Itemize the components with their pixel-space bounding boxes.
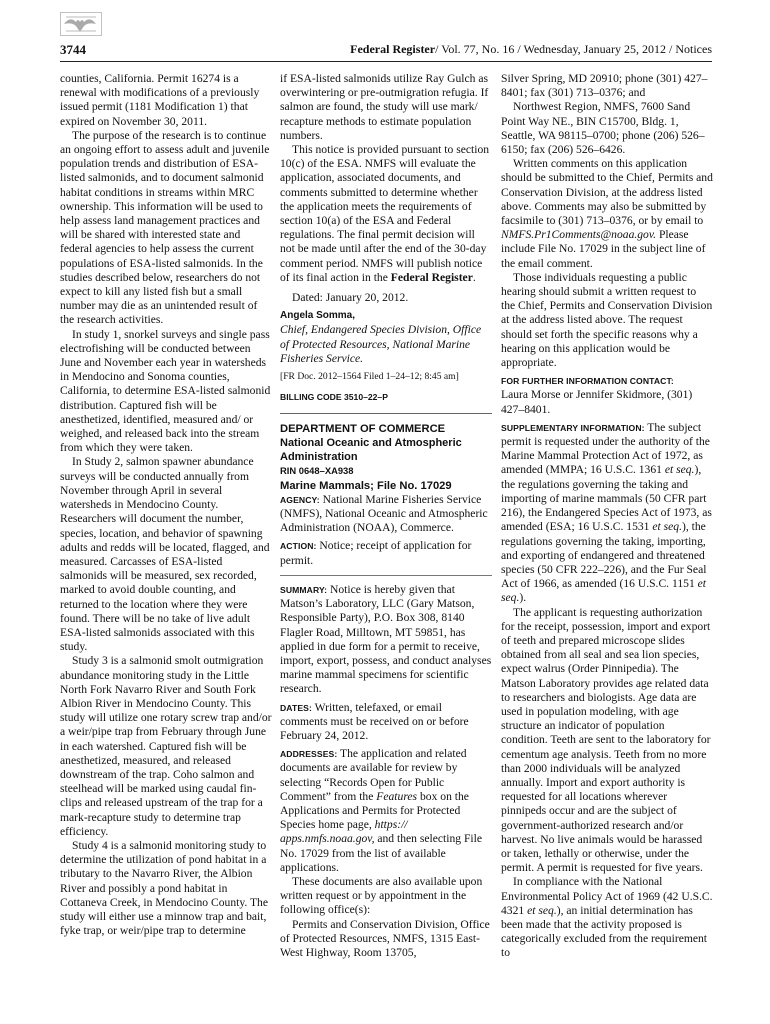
column-1: [60, 72, 272, 938]
rin-number: RIN 0648–XA938: [280, 465, 354, 477]
contact-label: FOR FURTHER INFORMATION CONTACT:: [501, 376, 674, 387]
paragraph: if ESA-listed salmonids utilize Ray Gulch as overwintering or pre-outmigration refugia. If salmon are found, the study will use mark/ recapture methods to estimate population numbers.: [280, 72, 489, 142]
federal-register-ref: Federal Register: [390, 270, 473, 284]
paragraph: In compliance with the National Environmental Policy Act of 1969 (42 U.S.C. 4321 et seq.), an initial determination has been made that the activity proposed is categorically excluded from the requirement to: [501, 875, 713, 960]
addresses-field: ADDRESSES: The application and related documents are available for review by selecting “Records Open for Public Comment” from the Features box on the Applications and Permits for Protected Species home page, https:// apps.nmfs.noaa.gov, and then selecting File No. 17029 from the list of available applications.: [280, 747, 483, 874]
column-3: [501, 72, 713, 961]
summary-label: SUMMARY:: [280, 584, 328, 595]
paragraph: Study 4 is a salmonid monitoring study to determine the utilization of pond habitat in a tributary to the Navarro River, the Albion River and possibly a pond habitat in Cottaneva Creek, in Mendocino County. The study will either use a minnow trap and bait, fyke trap, or weir/pipe trap to determine: [60, 838, 269, 938]
dates-field: DATES: Written, telefaxed, or email comments must be received on or before February 24, 2012.: [280, 700, 469, 742]
paragraph: Study 3 is a salmonid smolt outmigration abundance monitoring study in the Little North Fork Navarro River and South Fork Albion River in Mendocino County. This study will utilize one rotary screw trap and/or a weir/pipe trap from February through June in each watershed. Captured fish will be anesthetized, measured, and released downstream of the trap. Coho salmon and steelhead will be marked using caudal fin-clips and released upstream of the trap for a mark-recapture study to determine trap efficiency.: [60, 654, 272, 838]
supplementary-field: SUPPLEMENTARY INFORMATION: The subject permit is requested under the authority of the Marine Mammal Protection Act of 1972, as amended (MMPA; 16 U.S.C. 1361 et seq.), the regulations governing the taking and importing of marine mammals (50 CFR part 216), the Endangered Species Act of 1973, as amended (ESA; 16 U.S.C. 1531 et seq.), the regulations governing the taking, importing, and exporting of endangered and threatened species (50 CFR 222–226), and the Fur Seal Act of 1966, as amended (16 U.S.C. 1151 et seq.).: [501, 420, 712, 605]
paragraph: counties, California. Permit 16274 is a renewal with modifications of a previously issued permit (1181 Modification 1) that expired on November 30, 2011.: [60, 72, 260, 128]
contact-text: Laura Morse or Jennifer Skidmore, (301) 427–8401.: [501, 388, 693, 416]
issue-info: / Vol. 77, No. 16 / Wednesday, January 25, 2012 / Notices: [435, 42, 712, 56]
column-2: [280, 72, 492, 960]
billing-code: BILLING CODE 3510–22–P: [280, 392, 388, 403]
document-title: Marine Mammals; File No. 17029: [280, 479, 452, 492]
paragraph: Written comments on this application should be submitted to the Chief, Permits and Conservation Division, at the address listed above. Comments may also be submitted by facsimile to (301) 713–0376, or by email to NMFS.Pr1Comments@noaa.gov. Please include File No. 17029 in the subject line of the email comment.: [501, 157, 713, 270]
signer-title: Chief, Endangered Species Division, Office of Protected Resources, National Marine Fisheries Service.: [280, 323, 482, 365]
paragraph: Permits and Conservation Division, Office of Protected Resources, NMFS, 1315 East-West Highway, Room 13705,: [280, 917, 490, 959]
journal-name: Federal Register: [350, 42, 436, 56]
paragraph: In study 1, snorkel surveys and single pass electrofishing will be conducted between June and November each year in watersheds in Mendocino and Sonoma counties, California, to determine ESA-listed salmonid distribution. Captured fish will be anesthetized, identified, measured and/ or weighed, and released back into the stream from which they were taken.: [60, 327, 271, 455]
paragraph: These documents are also available upon written request or by appointment in the following office(s):: [280, 874, 483, 917]
agency-label: AGENCY:: [280, 494, 320, 505]
field-divider: [280, 575, 492, 576]
department-heading: DEPARTMENT OF COMMERCE: [280, 423, 446, 436]
section-divider: [280, 413, 492, 414]
paragraph: In Study 2, salmon spawner abundance surveys will be conducted annually from November through April in several watersheds in Mendocino County. Researchers will document the number, species, location, and behavior of spawning adults and redds will be located, flagged, and measured. Carcasses of ESA-listed salmonids will be measured, sex recorded, marked to avoid double counting, and returned to the location where they were found. There will be no take of live adult ESA-listed salmonids associated with this study.: [60, 455, 270, 654]
summary-field: SUMMARY: Notice is hereby given that Matson’s Laboratory, LLC (Gary Matson, Responsible Party), P.O. Box 308, 8140 Flagler Road, Milltown, MT 59851, has applied in due form for a permit to receive, import, export, possess, and conduct analyses marine mammal specimens for scientific research.: [280, 582, 492, 696]
page-header: [60, 42, 712, 60]
gpo-eagle-seal-icon: [60, 12, 102, 36]
agency-field: AGENCY: National Marine Fisheries Service (NMFS), National Oceanic and Atmospheric Administration (NOAA), Commerce.: [280, 492, 488, 535]
email-address: NMFS.Pr1Comments@noaa.gov.: [501, 228, 657, 242]
paragraph: Northwest Region, NMFS, 7600 Sand Point Way NE., BIN C15700, Bldg. 1, Seattle, WA 98115–0700; phone (206) 526–6150; fax (206) 526–6426.: [501, 100, 705, 157]
supplementary-label: SUPPLEMENTARY INFORMATION:: [501, 422, 645, 433]
fr-doc-line: [FR Doc. 2012–1564 Filed 1–24–12; 8:45 am]: [280, 371, 459, 383]
signature-date: Dated: January 20, 2012.: [292, 291, 409, 305]
header-rule: [60, 61, 712, 62]
web-address: https:// apps.nmfs.noaa.gov,: [280, 818, 408, 846]
subagency-heading: National Oceanic and Atmospheric Administration: [280, 437, 462, 464]
addresses-label: ADDRESSES:: [280, 749, 338, 760]
action-label: ACTION:: [280, 541, 317, 552]
paragraph: The purpose of the research is to continue an ongoing effort to assess adult and juvenile population trends and distribution of ESA-listed salmonids, and to document salmonid habitat conditions in streams within MRC ownership. This information will be used to help assess land management practices and will be shared with interested state and federal agencies to help assess the current populations of ESA-listed salmonids. In the studies described below, researchers do not expect to kill any listed fish but a small number may die as an unintended result of the research activities.: [60, 128, 270, 327]
page-number: 3744: [60, 42, 86, 57]
paragraph: The applicant is requesting authorization for the receipt, possession, import and export of teeth and prepared microscope slides obtained from all seal and sea lion species, expect walrus (Order Pinnipedia). The Matson Laboratory provides age related data to researchers and biologists. Age data are used in population modeling, with age structure an indicator of population condition. Teeth are sent to the laboratory for cementum age analysis. Teeth from no more than 2000 individuals will be analyzed annually. Import and export authority is requested for all locations wherever pinnipeds occur and are the subject of government-authorized research and/or harvest. No live animals would be harassed or taken, lethally or otherwise, under the permit. A permit is requested for five years.: [501, 605, 711, 875]
paragraph: Silver Spring, MD 20910; phone (301) 427–8401; fax (301) 713–0376; and: [501, 72, 708, 100]
signer-name: Angela Somma,: [280, 310, 356, 322]
running-head: [350, 42, 712, 57]
paragraph: This notice is provided pursuant to section 10(c) of the ESA. NMFS will evaluate the application, associated documents, and comments submitted to determine whether the application meets the requirements of section 10(a) of the ESA and Federal regulations. The final permit decision will not be made until after the end of the 30-day comment period. NMFS will publish notice of its final action in the Federal Register.: [280, 143, 490, 284]
dates-label: DATES:: [280, 702, 312, 713]
action-field: ACTION: Notice; receipt of application for permit.: [280, 539, 472, 567]
paragraph: Those individuals requesting a public hearing should submit a written request to the Chief, Permits and Conservation Division at the address listed above. The request should set forth the specific reasons why a hearing on this application would be appropriate.: [501, 270, 713, 370]
